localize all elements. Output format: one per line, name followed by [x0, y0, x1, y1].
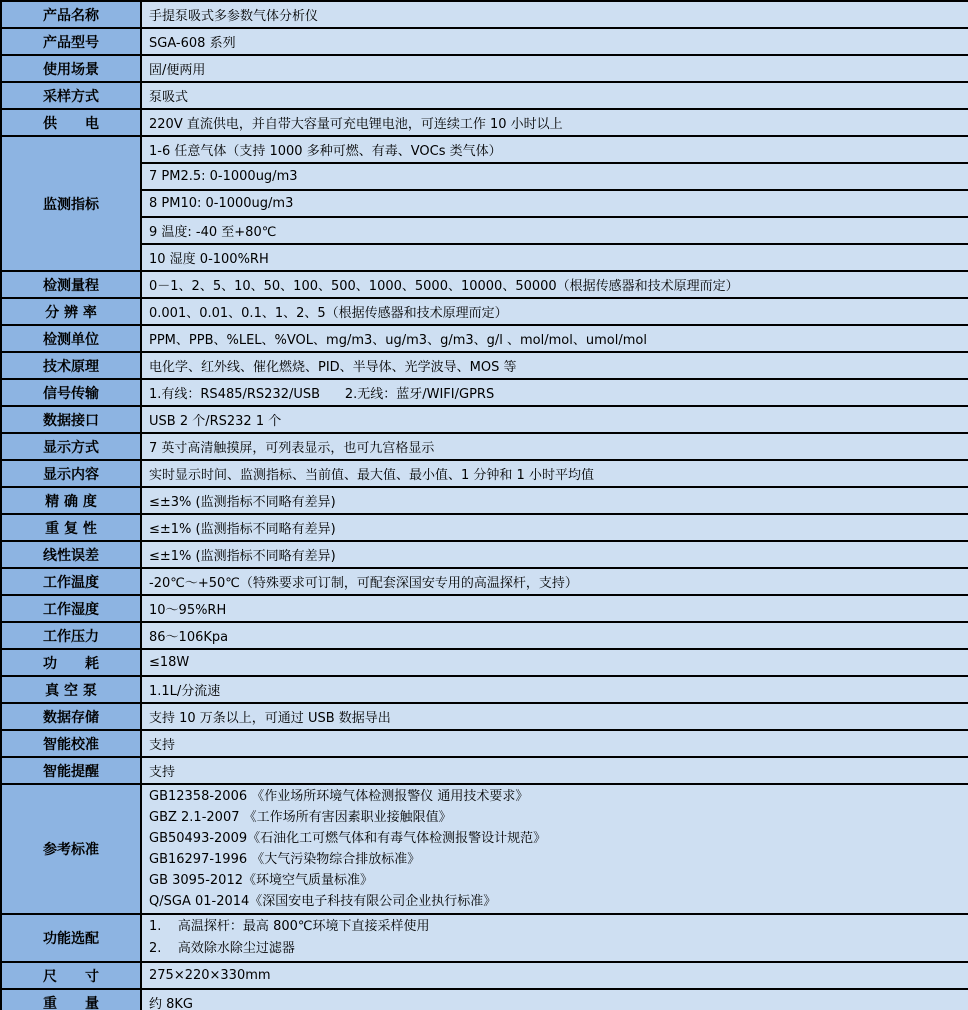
- spec-value: 0.001、0.01、0.1、1、2、5（根据传感器和技术原理而定）: [141, 298, 968, 325]
- spec-label: 智能提醒: [1, 757, 141, 784]
- spec-label: 工作温度: [1, 568, 141, 595]
- spec-label: 监测指标: [1, 136, 141, 271]
- spec-row: [1, 757, 968, 784]
- spec-value: 泵吸式: [141, 82, 968, 109]
- spec-label: 工作湿度: [1, 595, 141, 622]
- spec-row: [1, 487, 968, 514]
- spec-row: [1, 109, 968, 136]
- spec-label: 工作压力: [1, 622, 141, 649]
- spec-label: 显示内容: [1, 460, 141, 487]
- spec-label: 线性误差: [1, 541, 141, 568]
- spec-value: 7 英寸高清触摸屏，可列表显示，也可九宫格显示: [141, 433, 968, 460]
- spec-value: USB 2 个/RS232 1 个: [141, 406, 968, 433]
- spec-value-line: GB12358-2006 《作业场所环境气体检测报警仪 通用技术要求》: [149, 789, 529, 804]
- spec-label: 尺 寸: [1, 962, 141, 989]
- spec-row: [1, 244, 968, 271]
- spec-row: [1, 352, 968, 379]
- spec-value: SGA-608 系列: [141, 28, 968, 55]
- spec-label: 数据存储: [1, 703, 141, 730]
- spec-label: 分 辨 率: [1, 298, 141, 325]
- spec-label: 功 耗: [1, 649, 141, 676]
- spec-row: [1, 55, 968, 82]
- spec-label: 信号传输: [1, 379, 141, 406]
- spec-value: 1-6 任意气体（支持 1000 多种可燃、有毒、VOCs 类气体）: [141, 136, 968, 163]
- spec-value: 8 PM10: 0-1000ug/m3: [141, 190, 968, 217]
- spec-row: [1, 649, 968, 676]
- spec-value: [141, 914, 968, 962]
- spec-value: ≤±1% (监测指标不同略有差异): [141, 514, 968, 541]
- spec-row: [1, 595, 968, 622]
- spec-label: 产品名称: [1, 1, 141, 28]
- spec-row: [1, 298, 968, 325]
- spec-value-line: 1. 高温探杆：最高 800℃环境下直接采样使用: [149, 919, 430, 934]
- spec-value-line: 2. 高效除水除尘过滤器: [149, 941, 295, 956]
- spec-row: [1, 217, 968, 244]
- spec-value: 10～95%RH: [141, 595, 968, 622]
- spec-row: [1, 379, 968, 406]
- spec-value: 手提泵吸式多参数气体分析仪: [141, 1, 968, 28]
- spec-label: 重 复 性: [1, 514, 141, 541]
- spec-value: [141, 784, 968, 914]
- spec-value: 电化学、红外线、催化燃烧、PID、半导体、光学波导、MOS 等: [141, 352, 968, 379]
- spec-value: 支持 10 万条以上，可通过 USB 数据导出: [141, 703, 968, 730]
- spec-value: 实时显示时间、监测指标、当前值、最大值、最小值、1 分钟和 1 小时平均值: [141, 460, 968, 487]
- spec-value: 1.1L/分流速: [141, 676, 968, 703]
- spec-label: 使用场景: [1, 55, 141, 82]
- spec-label: 显示方式: [1, 433, 141, 460]
- spec-row: [1, 190, 968, 217]
- spec-label: 真 空 泵: [1, 676, 141, 703]
- spec-value: 固/便两用: [141, 55, 968, 82]
- spec-row: [1, 325, 968, 352]
- spec-value: 275×220×330mm: [141, 962, 968, 989]
- spec-value: 1.有线：RS485/RS232/USB 2.无线：蓝牙/WIFI/GPRS: [141, 379, 968, 406]
- spec-label: 智能校准: [1, 730, 141, 757]
- spec-value: 支持: [141, 757, 968, 784]
- spec-row: [1, 433, 968, 460]
- spec-row: [1, 962, 968, 989]
- spec-row: [1, 784, 968, 914]
- spec-row: [1, 730, 968, 757]
- spec-value: 7 PM2.5: 0-1000ug/m3: [141, 163, 968, 190]
- spec-value: ≤18W: [141, 649, 968, 676]
- spec-value: 86～106Kpa: [141, 622, 968, 649]
- spec-value: 0－1、2、5、10、50、100、500、1000、5000、10000、50000（根据传感器和技术原理而定）: [141, 271, 968, 298]
- spec-value: ≤±3% (监测指标不同略有差异): [141, 487, 968, 514]
- spec-row: [1, 82, 968, 109]
- spec-value: 支持: [141, 730, 968, 757]
- spec-value: -20℃～+50℃（特殊要求可订制，可配套深国安专用的高温探杆，支持）: [141, 568, 968, 595]
- spec-row: [1, 914, 968, 962]
- spec-label: 功能选配: [1, 914, 141, 962]
- spec-row: [1, 1, 968, 28]
- spec-row: [1, 703, 968, 730]
- spec-row: [1, 514, 968, 541]
- spec-row: [1, 271, 968, 298]
- spec-value-line: GB 3095-2012《环境空气质量标准》: [149, 873, 373, 888]
- spec-row: [1, 541, 968, 568]
- spec-label: 采样方式: [1, 82, 141, 109]
- spec-row: [1, 406, 968, 433]
- spec-row: [1, 676, 968, 703]
- spec-row: [1, 622, 968, 649]
- spec-value: 220V 直流供电，并自带大容量可充电锂电池，可连续工作 10 小时以上: [141, 109, 968, 136]
- spec-row: [1, 568, 968, 595]
- spec-label: 数据接口: [1, 406, 141, 433]
- spec-label: 技术原理: [1, 352, 141, 379]
- spec-label: 检测量程: [1, 271, 141, 298]
- spec-value-line: Q/SGA 01-2014《深国安电子科技有限公司企业执行标准》: [149, 894, 497, 909]
- spec-label: 精 确 度: [1, 487, 141, 514]
- spec-row: [1, 989, 968, 1010]
- product-spec-table-body: [1, 1, 968, 1010]
- spec-value: ≤±1% (监测指标不同略有差异): [141, 541, 968, 568]
- spec-row: [1, 28, 968, 55]
- spec-value: 10 湿度 0-100%RH: [141, 244, 968, 271]
- spec-value: PPM、PPB、%LEL、%VOL、mg/m3、ug/m3、g/m3、g/l 、mol/mol、umol/mol: [141, 325, 968, 352]
- spec-row: [1, 460, 968, 487]
- spec-value-line: GBZ 2.1-2007 《工作场所有害因素职业接触限值》: [149, 810, 452, 825]
- spec-label: 供 电: [1, 109, 141, 136]
- spec-label: 产品型号: [1, 28, 141, 55]
- spec-value: 9 温度: -40 至+80℃: [141, 217, 968, 244]
- spec-label: 检测单位: [1, 325, 141, 352]
- spec-label: 重 量: [1, 989, 141, 1010]
- spec-label: 参考标准: [1, 784, 141, 914]
- spec-value: 约 8KG: [141, 989, 968, 1010]
- spec-row: [1, 163, 968, 190]
- spec-value-line: GB16297-1996 《大气污染物综合排放标准》: [149, 852, 421, 867]
- spec-row: [1, 136, 968, 163]
- spec-value-line: GB50493-2009《石油化工可燃气体和有毒气体检测报警设计规范》: [149, 831, 547, 846]
